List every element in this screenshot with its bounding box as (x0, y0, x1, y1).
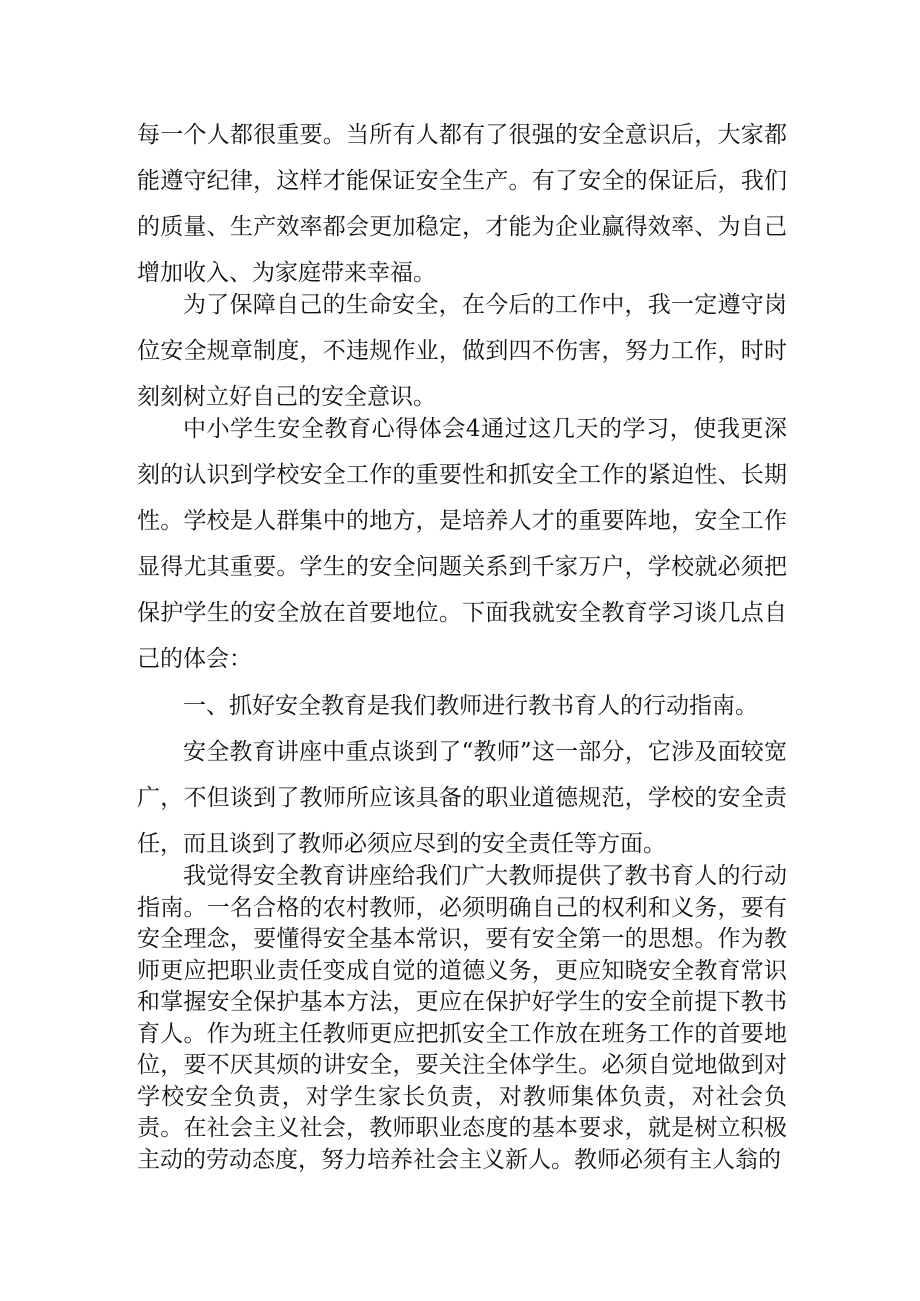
paragraph-4: 一、抓好安全教育是我们教师进行教书育人的行动指南。 (183, 693, 758, 719)
paragraph-5: 安全教育讲座中重点谈到了“教师”这一部分，它涉及面较宽广，不但谈到了教师所应该具备的职业道德规范，学校的安全责任，而且谈到了教师必须应尽到的安全责任等方面。 (137, 739, 787, 857)
paragraph-1: 每一个人都很重要。当所有人都有了很强的安全意识后，大家都能遵守纪律，这样才能保证安全生产。有了安全的保证后，我们的质量、生产效率都会更加稳定，才能为企业赢得效率、为自己增加收入、为家庭带来幸福。 (137, 122, 787, 286)
paragraph-2: 为了保障自己的生命安全，在今后的工作中，我一定遵守岗位安全规章制度，不违规作业，做到四不伤害，努力工作，时时刻刻树立好自己的安全意识。 (137, 292, 787, 410)
paragraph-3: 中小学生安全教育心得体会4通过这几天的学习，使我更深刻的认识到学校安全工作的重要性和抓安全工作的紧迫性、长期性。学校是人群集中的地方，是培养人才的重要阵地，安全工作显得尤其重要。学生的安全问题关系到千家万户，学校就必须把保护学生的安全放在首要地位。下面我就安全教育学习谈几点自己的体会： (137, 416, 787, 672)
paragraph-6: 我觉得安全教育讲座给我们广大教师提供了教书育人的行动指南。一名合格的农村教师，必须明确自己的权利和义务，要有安全理念，要懂得安全基本常识，要有安全第一的思想。作为教师更应把职业责任变成自觉的道德义务，更应知晓安全教育常识和掌握安全保护基本方法，更应在保护好学生的安全前提下教书育人。作为班主任教师更应把抓安全工作放在班务工作的首要地位，要不厌其烦的讲安全，要关注全体学生。必须自觉地做到对学校安全负责，对学生家长负责，对教师集体负责，对社会负责。在社会主义社会，教师职业态度的基本要求，就是树立积极主动的劳动态度，努力培养社会主义新人。教师必须有主人翁的 (137, 863, 787, 1173)
